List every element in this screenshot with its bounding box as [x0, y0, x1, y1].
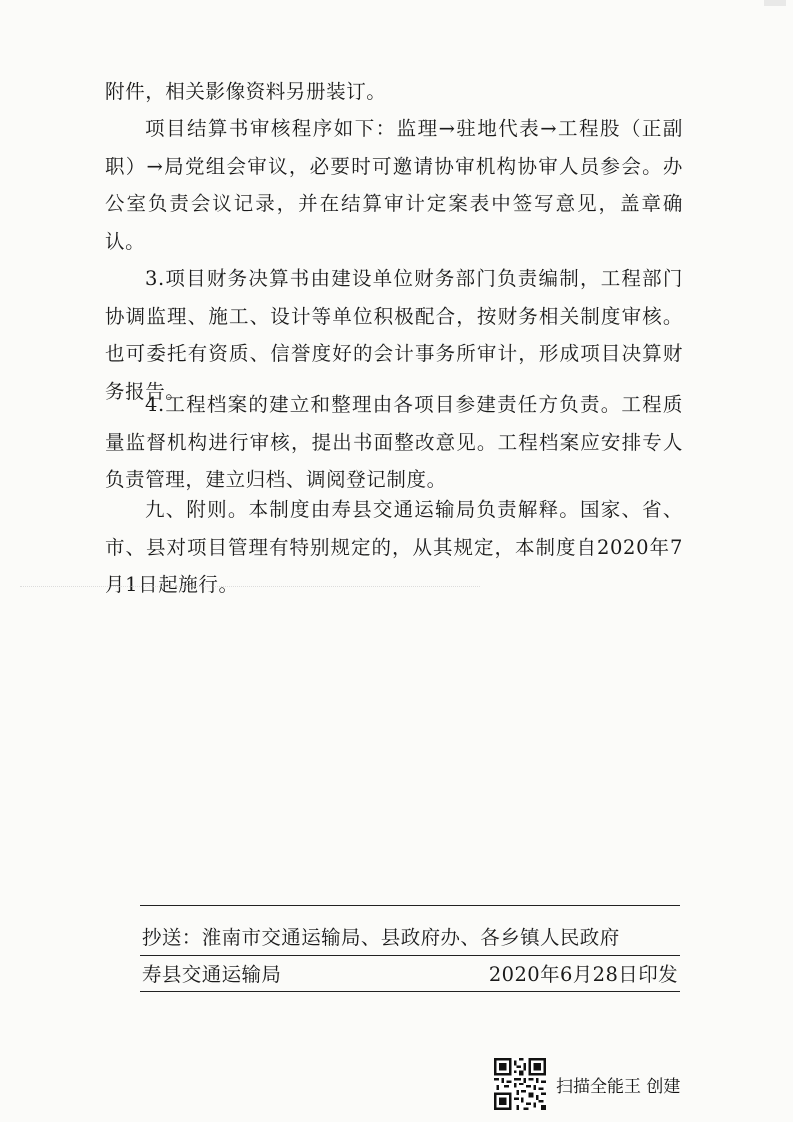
footer-issue-line	[142, 961, 678, 989]
footer-middle-rule	[140, 955, 680, 956]
paragraph-project-archives: 4.工程档案的建立和整理由各项目参建责任方负责。工程质量监督机构进行审核，提出书面整改意见。工程档案应安排专人负责管理，建立归档、调阅登记制度。	[105, 393, 683, 491]
paragraph-attachments: 附件，相关影像资料另册装订。	[105, 80, 387, 103]
issue-date: 2020年6月28日印发	[488, 963, 678, 986]
paragraph-supplementary-provisions: 九、附则。本制度由寿县交通运输局负责解释。国家、省、市、县对项目管理有特别规定的，从其规定，本制度自2020年7月1日起施行。	[105, 498, 683, 596]
scanner-watermark: 扫描全能王 创建	[556, 1077, 681, 1097]
footer-cc	[142, 924, 620, 952]
scan-noise-line	[20, 586, 480, 593]
paragraph-financial-accounts: 3.项目财务决算书由建设单位财务部门负责编制，工程部门协调监理、施工、设计等单位积极配合，按财务相关制度审核。也可委托有资质、信誉度好的会计事务所审计，形成项目决算财务报告。	[105, 267, 683, 403]
footer-top-rule	[140, 905, 680, 906]
qr-code-icon	[494, 1058, 546, 1110]
cc-label: 抄送：	[142, 926, 202, 949]
footer-cc-line	[142, 924, 678, 952]
issuer: 寿县交通运输局	[142, 963, 282, 986]
paragraph-settlement-review: 项目结算书审核程序如下：监理→驻地代表→工程股（正副职）→局党组会审议，必要时可邀请协审机构协审人员参会。办公室负责会议记录，并在结算审计定案表中签写意见，盖章确认。	[105, 117, 683, 253]
scan-corner-artifact	[764, 0, 786, 6]
cc-recipients: 淮南市交通运输局、县政府办、各乡镇人民政府	[201, 926, 620, 949]
footer-bottom-rule	[140, 991, 680, 992]
